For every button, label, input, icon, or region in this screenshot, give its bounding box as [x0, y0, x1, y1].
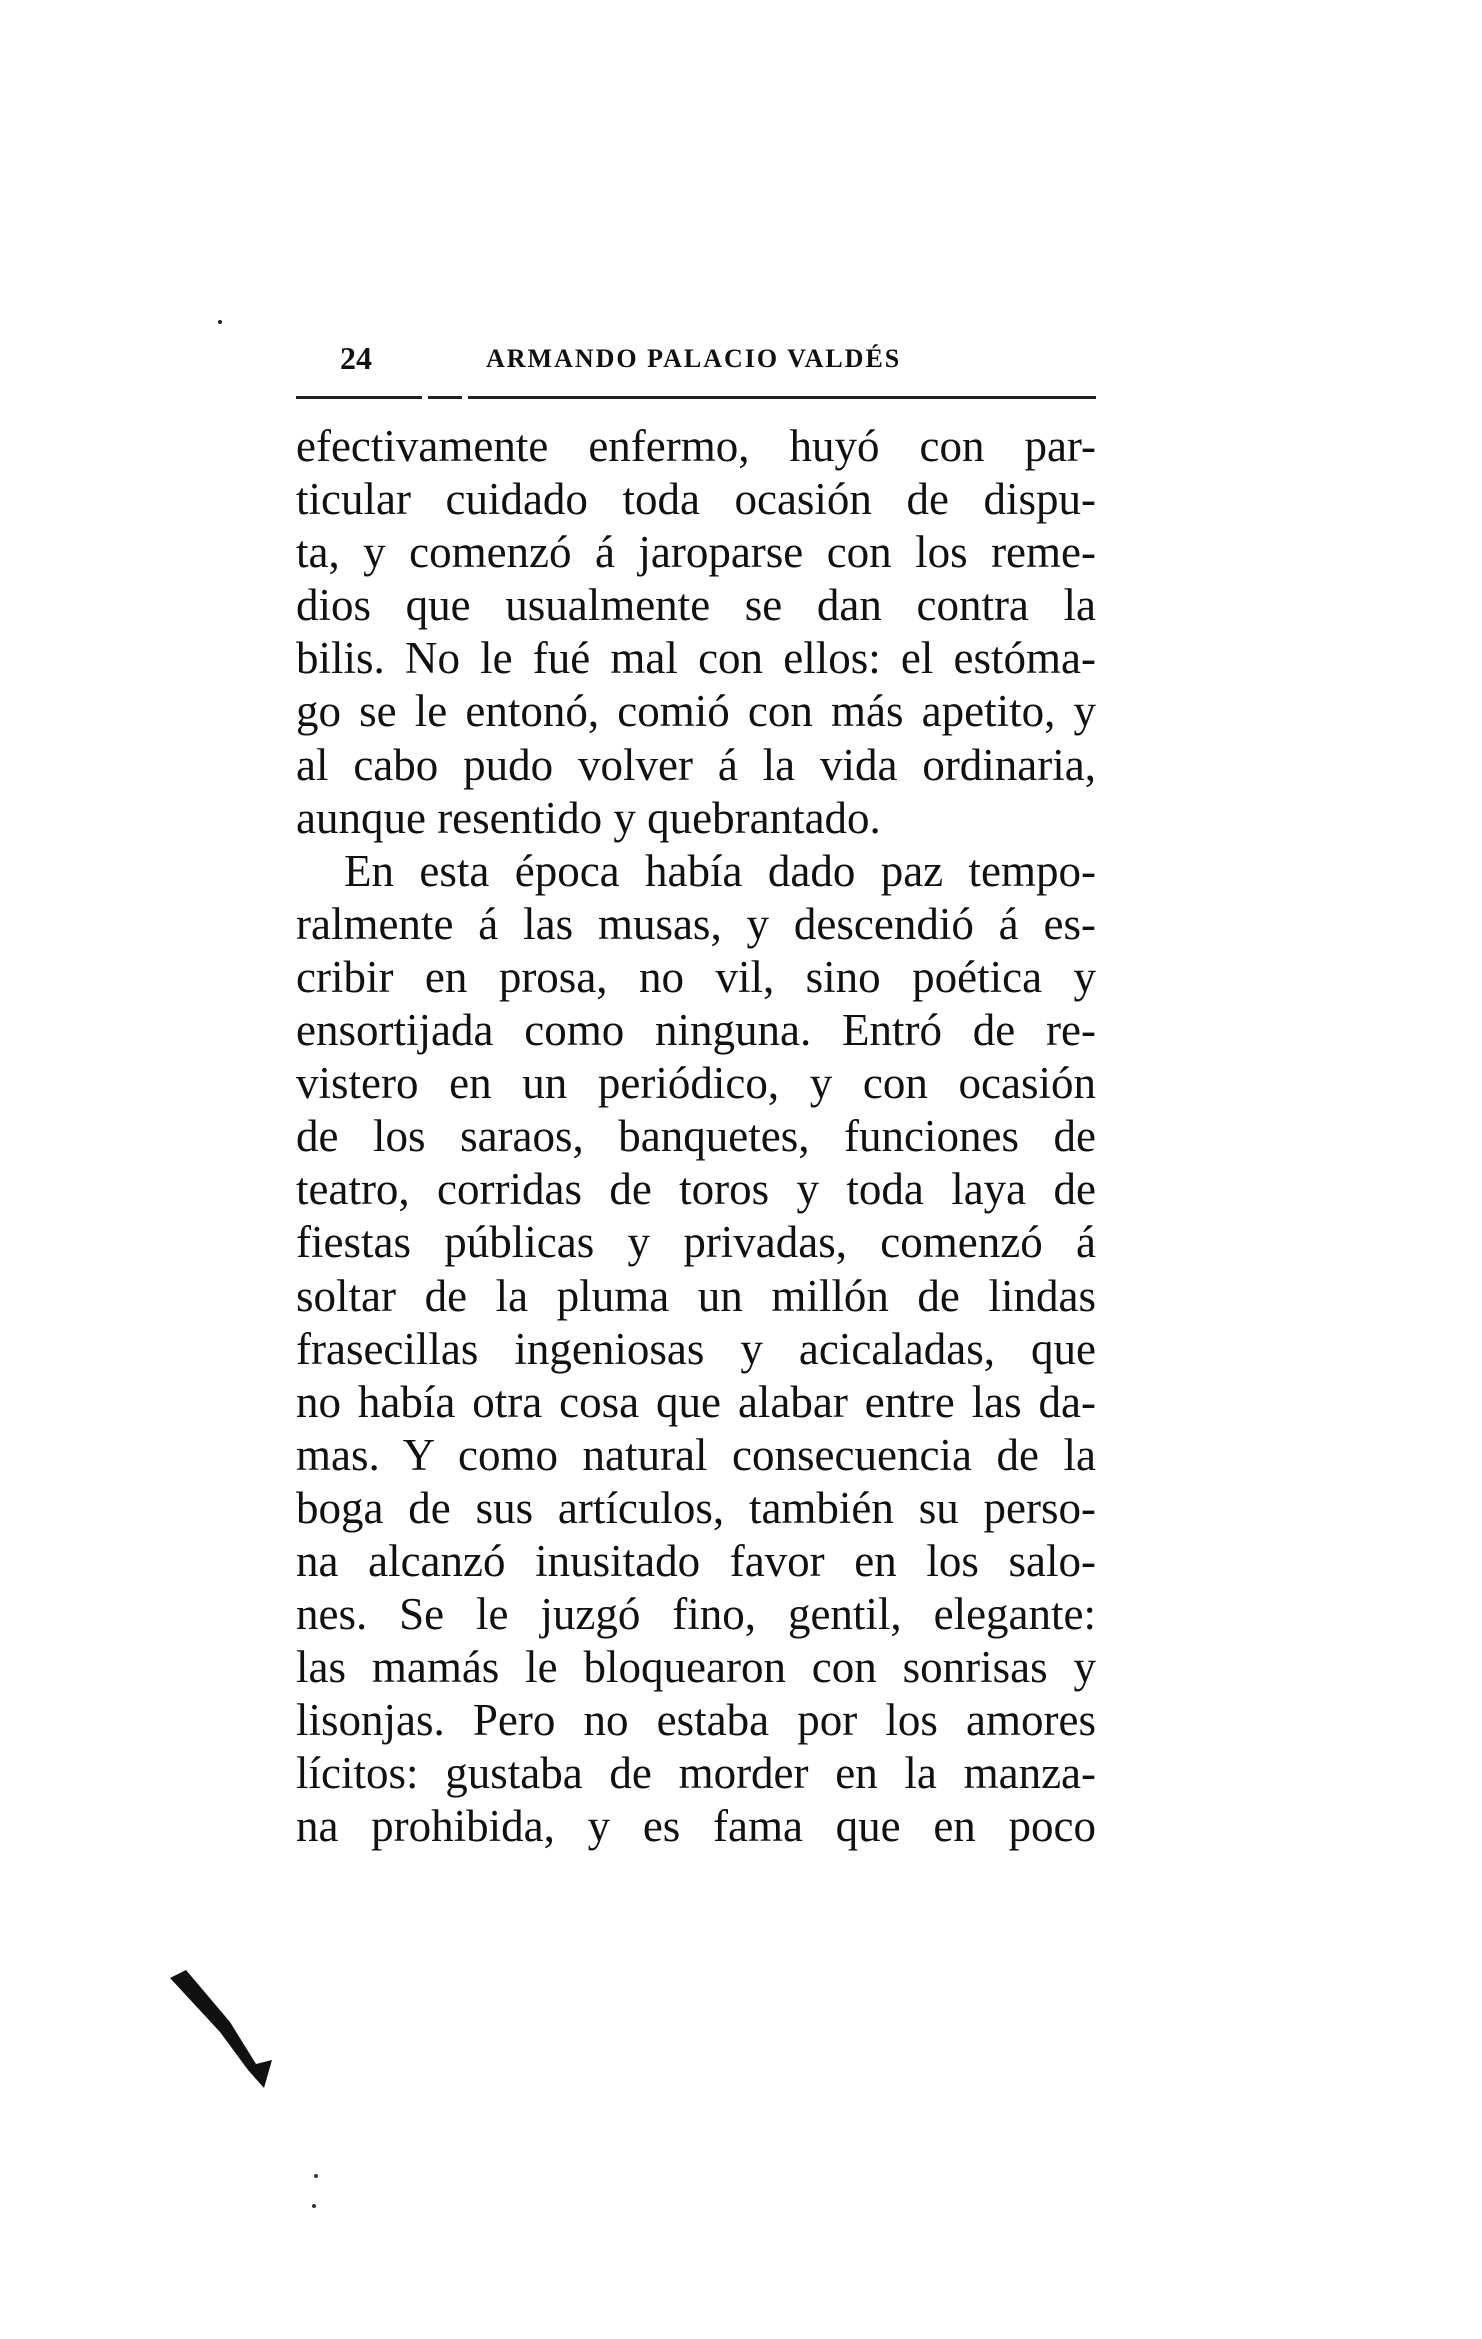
- header-rule-right: [468, 396, 1096, 399]
- ink-speck: [218, 320, 222, 324]
- body-text: [296, 420, 1096, 1854]
- text-line: ralmente á las musas, y descendió á es-: [296, 898, 1096, 949]
- text-line: las mamás le bloquearon con sonrisas y: [296, 1642, 1096, 1693]
- text-line: no había otra cosa que alabar entre las da-: [296, 1376, 1096, 1427]
- header-rule-gap-segment: [428, 396, 462, 399]
- text-line: En esta época había dado paz tempo-: [344, 845, 1096, 896]
- text-line: aunque resentido y quebrantado.: [296, 792, 881, 843]
- text-line: efectivamente enfermo, huyó con par-: [296, 421, 1096, 471]
- text-line: teatro, corridas de toros y toda laya de: [296, 1164, 1096, 1215]
- ink-dots: [310, 2172, 322, 2212]
- text-line: frasecillas ingeniosas y acicaladas, que: [296, 1323, 1096, 1374]
- text-line: ticular cuidado toda ocasión de dispu-: [296, 474, 1096, 525]
- text-line: na prohibida, y es fama que en poco: [296, 1801, 1096, 1852]
- text-line: mas. Y como natural consecuencia de la: [296, 1429, 1096, 1480]
- text-line: lícitos: gustaba de morder en la manza-: [296, 1748, 1096, 1799]
- scan-artifact-mark: [160, 1960, 300, 2100]
- text-line: ta, y comenzó á jaroparse con los reme-: [296, 527, 1096, 578]
- text-line: dios que usualmente se dan contra la: [296, 580, 1096, 631]
- text-line: lisonjas. Pero no estaba por los amores: [296, 1695, 1096, 1746]
- text-line: cribir en prosa, no vil, sino poética y: [296, 951, 1096, 1002]
- text-line: na alcanzó inusitado favor en los salo-: [296, 1535, 1096, 1586]
- text-line: nes. Se le juzgó fino, gentil, elegante:: [296, 1589, 1096, 1640]
- header-rule-left: [296, 396, 422, 399]
- running-head-author: ARMANDO PALACIO VALDÉS: [486, 344, 902, 373]
- text-line: go se le entonó, comió con más apetito, y: [296, 686, 1096, 737]
- text-line: vistero en un periódico, y con ocasión: [296, 1058, 1096, 1109]
- text-line: de los saraos, banquetes, funciones de: [296, 1111, 1096, 1162]
- text-line: fiestas públicas y privadas, comenzó á: [296, 1217, 1096, 1268]
- text-line: al cabo pudo volver á la vida ordinaria,: [296, 739, 1096, 790]
- text-line: ensortijada como ninguna. Entró de re-: [296, 1005, 1096, 1056]
- text-line: bilis. No le fué mal con ellos: el estóma-: [296, 633, 1096, 684]
- text-line: boga de sus artículos, también su perso-: [296, 1482, 1096, 1533]
- page-number: 24: [340, 340, 372, 376]
- text-line: soltar de la pluma un millón de lindas: [296, 1270, 1096, 1321]
- running-head: [296, 336, 1096, 386]
